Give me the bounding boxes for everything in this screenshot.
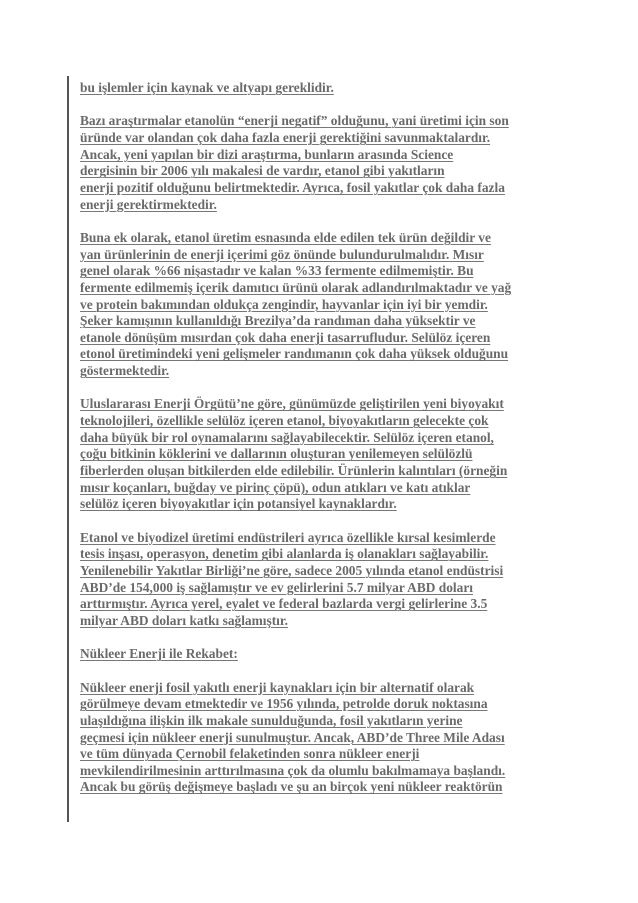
text-line: Etanol ve biyodizel üretimi endüstrileri ayrıca özellikle kırsal kesimlerde xyxy=(80,529,496,545)
text-line: daha büyük bir rol oynamalarını sağlayabilecektir. Selülöz içeren etanol, xyxy=(80,429,494,445)
text-line: mevkilendirilmesinin arttırılmasına çok da olumlu bakılmamaya başlandı. xyxy=(80,762,506,778)
text-line: ulaşıldığına ilişkin ilk makale sunulduğunda, fosil yakıtların yerine xyxy=(80,712,463,728)
text-line: göstermektedir. xyxy=(80,363,170,379)
text-line: üründe var olandan çok daha fazla enerji gerektiğini savunmaktalardır. xyxy=(80,129,491,145)
document-body xyxy=(80,80,580,813)
text-line: selülöz içeren biyoyakıtlar için potansiyel kaynaklardır. xyxy=(80,496,397,512)
paragraph xyxy=(80,230,580,380)
text-line: etonol üretimindeki yeni gelişmeler randımanın çok daha yüksek olduğunu xyxy=(80,346,509,362)
text-line: Ancak bu görüş değişmeye başladı ve şu an birçok yeni nükleer reaktörün xyxy=(80,779,503,795)
text-line: çoğu bitkinin köklerini ve dallarının oluşturan yenilemeyen selülözlü xyxy=(80,446,473,462)
text-line: Uluslararası Enerji Örgütü’ne göre, günümüzde geliştirilen yeni biyoyakıt xyxy=(80,396,504,412)
text-line: etanole dönüşüm mısırdan çok daha enerji tasarrufludur. Selülöz içeren xyxy=(80,329,491,345)
section-heading xyxy=(80,646,580,663)
text-line: Nükleer Enerji ile Rekabet: xyxy=(80,646,238,662)
paragraph xyxy=(80,530,580,630)
text-line: arttırmıştır. Ayrıca yerel, eyalet ve federal bazlarda vergi gelirlerine 3.5 xyxy=(80,596,488,612)
text-line: teknolojileri, özellikle selülöz içeren etanol, biyoyakıtların gelecekte çok xyxy=(80,413,489,429)
text-line: ABD’de 154,000 iş sağlamıştır ve ev gelirlerini 5.7 milyar ABD doları xyxy=(80,579,474,595)
text-line: Ancak, yeni yapılan bir dizi araştırma, bunların arasında Science xyxy=(80,146,454,162)
paragraph xyxy=(80,80,580,97)
text-line: Yenilenebilir Yakıtlar Birliği’ne göre, sadece 2005 yılında etanol endüstrisi xyxy=(80,562,504,578)
text-line: yan ürünlerinin de enerji içerimi göz önünde bulundurulmalıdır. Mısır xyxy=(80,246,484,262)
paragraph xyxy=(80,680,580,797)
text-line: mısır koçanları, buğday ve pirinç çöpü), odun atıkları ve katı atıklar xyxy=(80,479,471,495)
page-margin-bar xyxy=(67,76,69,822)
text-line: Nükleer enerji fosil yakıtlı enerji kaynakları için bir alternatif olarak xyxy=(80,679,475,695)
paragraph xyxy=(80,113,580,213)
text-line: bu işlemler için kaynak ve altyapı gereklidir. xyxy=(80,80,334,95)
text-line: genel olarak %66 nişastadır ve kalan %33 fermente edilmemiştir. Bu xyxy=(80,263,474,279)
text-line: milyar ABD doları katkı sağlamıştır. xyxy=(80,612,288,628)
text-line: fiberlerden oluşan bitkilerden elde edilebilir. Ürünlerin kalıntıları (örneğin xyxy=(80,463,508,479)
text-line: Şeker kamışının kullanıldığı Brezilya’da randıman daha yüksektir ve xyxy=(80,313,476,329)
text-line: dergisinin bir 2006 yılı makalesi de vardır, etanol gibi yakıtların xyxy=(80,163,445,179)
text-line: görülmeye devam etmektedir ve 1956 yılında, petrolde doruk noktasına xyxy=(80,696,488,712)
text-line: Buna ek olarak, etanol üretim esnasında elde edilen tek ürün değildir ve xyxy=(80,229,491,245)
text-line: enerji pozitif olduğunu belirtmektedir. Ayrıca, fosil yakıtlar çok daha fazla xyxy=(80,179,505,195)
text-line: tesis inşası, operasyon, denetim gibi alanlarda iş olanakları sağlayabilir. xyxy=(80,546,489,562)
text-line: fermente edilmemiş içerik damıtıcı ürünü olarak adlandırılmaktadır ve yağ xyxy=(80,279,512,295)
text-line: Bazı araştırmalar etanolün “enerji negatif” olduğunu, yani üretimi için son xyxy=(80,113,509,129)
text-line: geçmesi için nükleer enerji sunulmuştur. Ancak, ABD’de Three Mile Adası xyxy=(80,729,505,745)
text-line: enerji gerektirmektedir. xyxy=(80,196,217,212)
text-line: ve tüm dünyada Çernobil felaketinden sonra nükleer enerji xyxy=(80,746,420,762)
paragraph xyxy=(80,396,580,513)
text-line: ve protein bakımından oldukça zengindir, hayvanlar için iyi bir yemdir. xyxy=(80,296,488,312)
